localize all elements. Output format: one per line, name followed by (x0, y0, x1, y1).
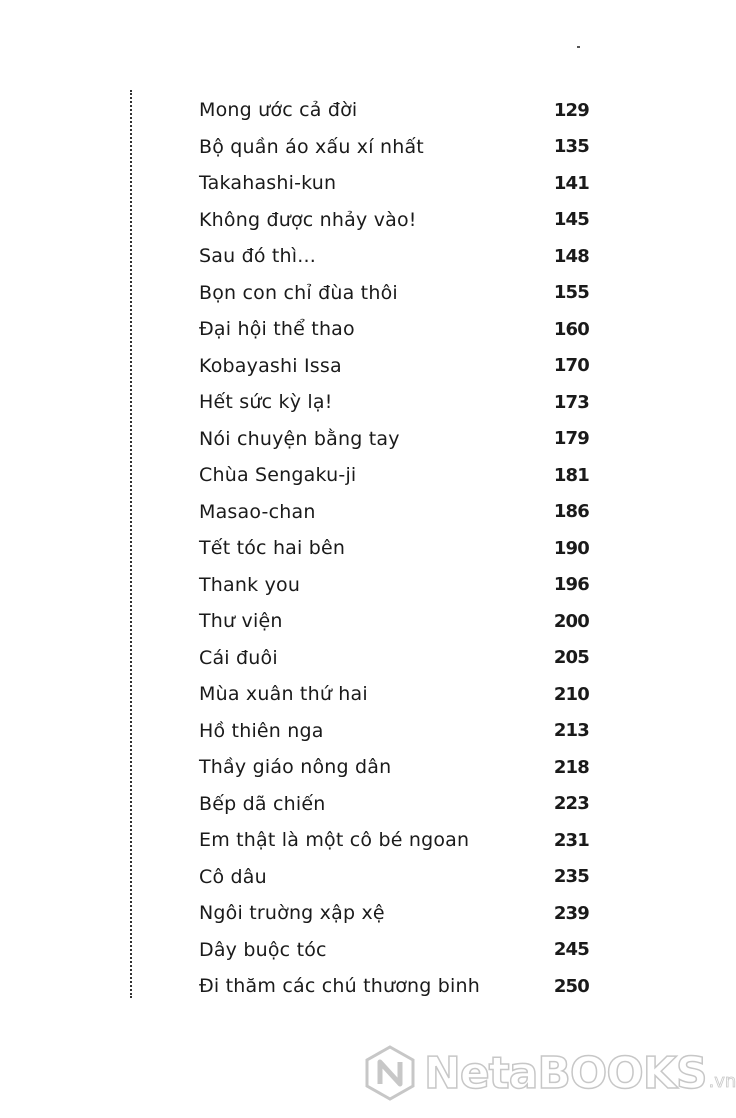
toc-entry (199, 749, 589, 786)
toc-entry (199, 238, 589, 275)
toc-entry (199, 895, 589, 932)
toc-entry-page-number: 196 (553, 574, 589, 596)
toc-entry-page-number: 173 (553, 391, 589, 413)
toc-entry-title: Mùa xuân thứ hai (199, 683, 368, 706)
toc-entry-title: Hết sức kỳ lạ! (199, 391, 333, 414)
toc-entry-title: Không được nhảy vào! (199, 208, 417, 231)
toc-entry (199, 311, 589, 348)
toc-entry-title: Nói chuyện bằng tay (199, 427, 400, 450)
toc-entry (199, 384, 589, 421)
toc-entry-page-number: 218 (553, 756, 589, 778)
toc-entry-page-number: 235 (553, 866, 589, 888)
toc-entry-page-number: 213 (553, 720, 589, 742)
dotted-margin-rule (130, 90, 132, 998)
toc-entry (199, 968, 589, 1005)
toc-entry-page-number: 135 (553, 136, 589, 158)
toc-entry-title: Kobayashi Issa (199, 354, 342, 377)
toc-entry (199, 165, 589, 202)
toc-entry-title: Em thật là một cô bé ngoan (199, 829, 470, 852)
toc-entry-title: Hồ thiên nga (199, 719, 324, 742)
toc-entry (199, 932, 589, 969)
toc-entry (199, 640, 589, 677)
toc-entry-title: Tết tóc hai bên (199, 537, 346, 560)
toc-entry-title: Bộ quần áo xấu xí nhất (199, 135, 424, 158)
toc-entry (199, 202, 589, 239)
toc-entry-page-number: 160 (553, 318, 589, 340)
toc-entry (199, 822, 589, 859)
toc-entry-page-number: 181 (553, 464, 589, 486)
toc-entry-title: Sau đó thì... (199, 245, 316, 268)
table-of-contents (199, 92, 589, 1005)
toc-entry-page-number: 179 (553, 428, 589, 450)
toc-entry-page-number: 200 (553, 610, 589, 632)
toc-entry-title: Takahashi-kun (199, 172, 337, 195)
toc-entry-page-number: 186 (553, 501, 589, 523)
toc-entry-title: Thư viện (199, 610, 283, 633)
toc-entry (199, 457, 589, 494)
toc-entry (199, 567, 589, 604)
toc-entry-title: Thank you (199, 573, 301, 596)
toc-entry-page-number: 170 (553, 355, 589, 377)
toc-entry-page-number: 205 (553, 647, 589, 669)
toc-entry (199, 530, 589, 567)
toc-entry-title: Bọn con chỉ đùa thôi (199, 281, 398, 304)
watermark-suffix: .vn (708, 1071, 736, 1092)
toc-entry-title: Dây buộc tóc (199, 938, 327, 961)
toc-entry-page-number: 239 (553, 902, 589, 924)
toc-entry (199, 786, 589, 823)
toc-entry (199, 275, 589, 312)
toc-entry (199, 421, 589, 458)
watermark (364, 1038, 736, 1108)
toc-entry (199, 129, 589, 166)
toc-entry-title: Đại hội thể thao (199, 318, 355, 341)
toc-entry-page-number: 231 (553, 829, 589, 851)
toc-entry-title: Cô dâu (199, 865, 267, 888)
toc-entry (199, 713, 589, 750)
toc-entry-title: Thầy giáo nông dân (199, 756, 392, 779)
toc-entry-page-number: 210 (553, 683, 589, 705)
toc-entry-page-number: 223 (553, 793, 589, 815)
toc-entry-title: Bếp dã chiến (199, 792, 326, 815)
toc-entry-page-number: 155 (553, 282, 589, 304)
toc-entry-title: Đi thăm các chú thương binh (199, 975, 480, 998)
page-speck (577, 46, 580, 48)
toc-entry-title: Ngôi truờng xập xệ (199, 902, 385, 925)
toc-entry (199, 494, 589, 531)
toc-entry-page-number: 245 (553, 939, 589, 961)
toc-entry-title: Cái đuôi (199, 646, 278, 669)
toc-entry-page-number: 129 (553, 99, 589, 121)
toc-entry (199, 676, 589, 713)
watermark-brand: NetaBOOKS (424, 1047, 707, 1099)
toc-entry-page-number: 190 (553, 537, 589, 559)
hexagon-n-logo-icon (364, 1044, 416, 1102)
toc-entry-page-number: 141 (553, 172, 589, 194)
toc-entry (199, 348, 589, 385)
toc-entry-page-number: 250 (553, 975, 589, 997)
toc-entry-page-number: 145 (553, 209, 589, 231)
toc-entry (199, 92, 589, 129)
toc-entry-title: Chùa Sengaku-ji (199, 464, 357, 487)
toc-entry-title: Masao-chan (199, 500, 316, 523)
toc-entry (199, 859, 589, 896)
toc-entry-page-number: 148 (553, 245, 589, 267)
toc-entry (199, 603, 589, 640)
toc-entry-title: Mong ước cả đời (199, 99, 358, 122)
